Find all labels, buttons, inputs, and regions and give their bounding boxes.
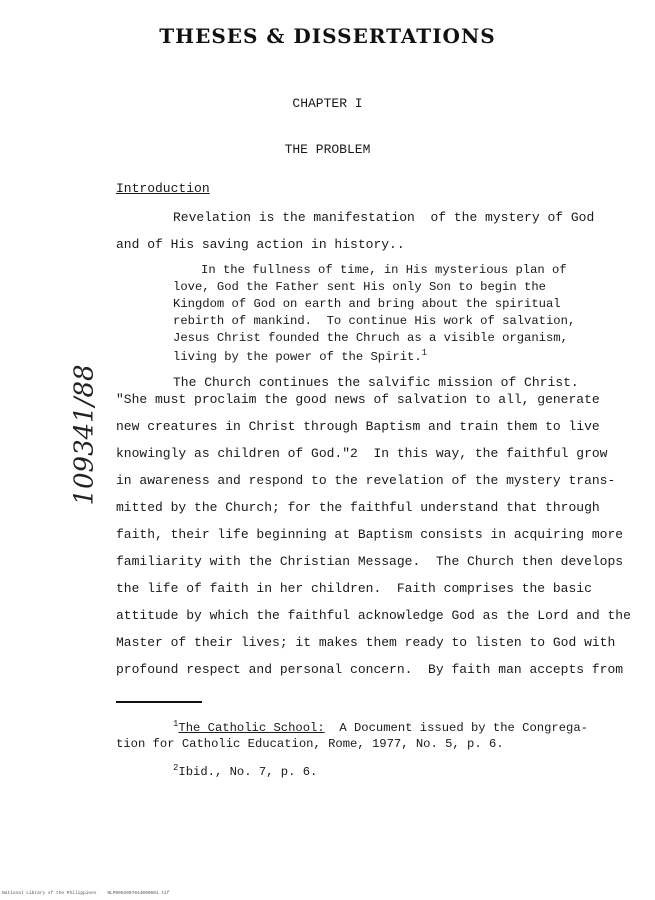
quote-line: living by the power of the Spirit.$^1$ <box>173 348 428 365</box>
body-line: Master of their lives; it makes them ready to listen to God with <box>116 635 616 650</box>
intro-line: Revelation is the manifestation of the mystery of God <box>173 210 595 225</box>
footnote-1-line2: tion for Catholic Education, Rome, 1977, No. 5, p. 6. <box>116 737 504 751</box>
section-heading: Introduction <box>116 181 210 196</box>
footnote-mark: 2 <box>173 763 179 773</box>
footnote-rule <box>116 701 202 703</box>
footnote-mark: 1 <box>173 719 179 729</box>
quote-line: In the fullness of time, in His mysterious plan of <box>201 263 567 277</box>
chapter-title: THE PROBLEM <box>284 142 371 157</box>
footnote-ref: 1 <box>421 348 428 358</box>
body-line: the life of faith in her children. Faith comprises the basic <box>116 581 592 596</box>
body-line: The Church continues the salvific mission of Christ. <box>173 375 579 390</box>
theses-stamp: THESES & DISSERTATIONS <box>159 24 496 48</box>
quote-line: love, God the Father sent His only Son to begin the <box>173 280 546 294</box>
footnote-2: $^2$Ibid., No. 7, p. 6. <box>173 763 318 780</box>
footnote-1: $^1$The Catholic School: A Document issued by the Congrega- <box>173 719 588 736</box>
body-line: mitted by the Church; for the faithful understand that through <box>116 500 600 515</box>
chapter-number: CHAPTER I <box>292 96 363 111</box>
body-line: profound respect and personal concern. By faith man accepts from <box>116 662 624 677</box>
intro-line: and of His saving action in history.. <box>116 237 405 252</box>
body-line: new creatures in Christ through Baptism and train them to live <box>116 419 600 434</box>
library-footer: National Library of the Philippines NLP0002007043000001.tif <box>2 891 170 896</box>
handwritten-accession-number: 109341/88 <box>69 364 100 506</box>
body-line: knowingly as children of God."2 In this way, the faithful grow <box>116 446 608 461</box>
body-line: in awareness and respond to the revelation of the mystery trans- <box>116 473 616 488</box>
body-line: attitude by which the faithful acknowledge God as the Lord and the <box>116 608 631 623</box>
footnote-title: The Catholic School: <box>178 721 325 736</box>
body-line: faith, their life beginning at Baptism consists in acquiring more <box>116 527 624 542</box>
body-line: familiarity with the Christian Message. The Church then develops <box>116 554 624 569</box>
quote-line: Jesus Christ founded the Chruch as a visible organism, <box>173 331 568 345</box>
body-line: "She must proclaim the good news of salvation to all, generate <box>116 392 600 407</box>
quote-line: rebirth of mankind. To continue His work of salvation, <box>173 314 576 328</box>
quote-line: Kingdom of God on earth and bring about the spiritual <box>173 297 561 311</box>
